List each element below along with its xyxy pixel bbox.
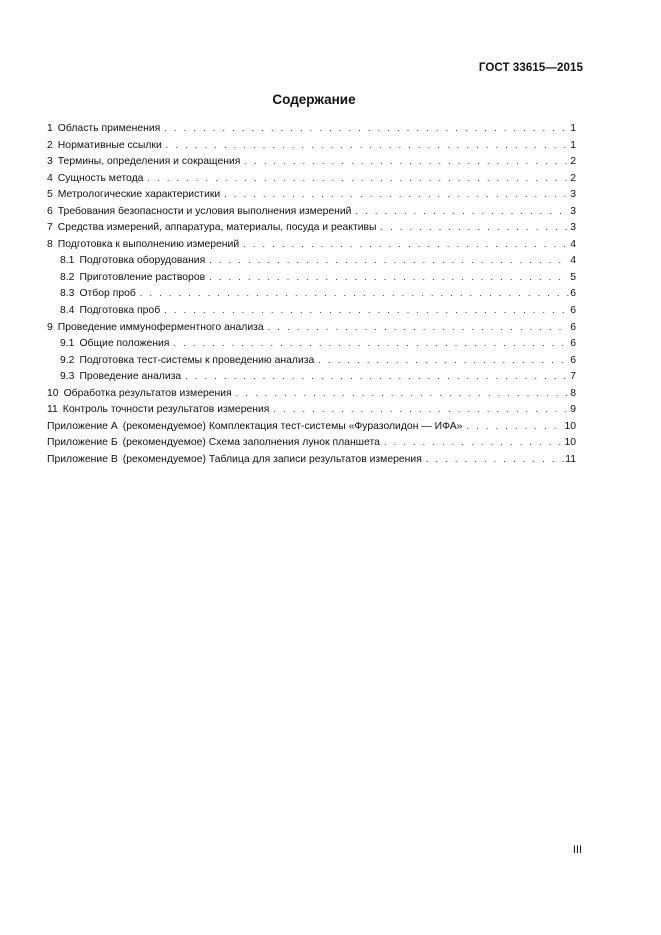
toc-entry[interactable] xyxy=(47,269,576,286)
toc-leader-dots xyxy=(426,451,564,468)
toc-entry-label: Проведение иммуноферментного анализа xyxy=(57,321,264,333)
toc-entry-number: 7 xyxy=(47,222,53,234)
toc-entry-page: 6 xyxy=(570,305,576,317)
toc-entry-label: Подготовка к выполнению измерений xyxy=(57,238,240,250)
toc-leader-dots xyxy=(466,418,563,435)
toc-entry-label: Приготовление растворов xyxy=(79,271,206,283)
toc-entry-label: Нормативные ссылки xyxy=(57,139,162,151)
toc-entry-label: Контроль точности результатов измерения xyxy=(62,404,270,416)
toc-entry-number: 3 xyxy=(47,156,53,168)
toc-entry[interactable] xyxy=(47,418,576,435)
toc-leader-dots xyxy=(173,335,569,352)
toc-entry-number: 4 xyxy=(47,172,53,184)
toc-entry-page: 10 xyxy=(564,437,576,449)
toc-entry-number: 9 xyxy=(47,321,53,333)
toc-entry-page: 6 xyxy=(570,321,576,333)
toc-entry-page: 6 xyxy=(570,288,576,300)
toc-entry[interactable] xyxy=(47,153,576,170)
toc-entry[interactable] xyxy=(47,203,576,220)
toc-entry-label: Общие положения xyxy=(79,338,170,350)
toc-entry-page: 2 xyxy=(570,156,576,168)
toc-entry-number: 2 xyxy=(47,139,53,151)
toc-entry[interactable] xyxy=(47,219,576,236)
toc-entry-page: 6 xyxy=(570,354,576,366)
toc-entry[interactable] xyxy=(47,319,576,336)
toc-leader-dots xyxy=(140,285,569,302)
toc-entry-label: Сущность метода xyxy=(57,172,144,184)
toc-entry-label: Подготовка оборудования xyxy=(79,255,206,267)
toc-entry[interactable] xyxy=(47,120,576,137)
toc-leader-dots xyxy=(185,368,569,385)
toc-entry[interactable] xyxy=(47,236,576,253)
toc-leader-dots xyxy=(147,170,569,187)
toc-title: Содержание xyxy=(272,92,356,107)
toc-entry[interactable] xyxy=(47,401,576,418)
toc-entry-label: Отбор проб xyxy=(79,288,136,300)
toc-leader-dots xyxy=(243,236,569,253)
toc-entry-page: 1 xyxy=(570,139,576,151)
toc-leader-dots xyxy=(209,269,569,286)
toc-entry-page: 3 xyxy=(570,222,576,234)
toc-entry[interactable] xyxy=(47,368,576,385)
toc-entry[interactable] xyxy=(47,302,576,319)
toc-entry[interactable] xyxy=(47,186,576,203)
toc-leader-dots xyxy=(268,319,570,336)
toc-entry[interactable] xyxy=(47,170,576,187)
toc-entry-number: 1 xyxy=(47,123,53,134)
toc-leader-dots xyxy=(164,302,569,319)
toc-leader-dots xyxy=(318,352,569,369)
toc-entry-page: 6 xyxy=(570,338,576,350)
toc-entry-page: 1 xyxy=(570,123,576,134)
toc-entry-label: Обработка результатов измерения xyxy=(63,387,232,399)
toc-entry[interactable] xyxy=(47,137,576,154)
toc-entry-label: (рекомендуемое) Схема заполнения лунок планшета xyxy=(122,437,380,449)
toc-entry-number: 5 xyxy=(47,189,53,201)
toc-entry-number: 8.1 xyxy=(60,255,75,267)
toc-leader-dots xyxy=(381,219,570,236)
toc-entry[interactable] xyxy=(47,451,576,468)
toc-entry-label: Проведение анализа xyxy=(79,371,182,383)
toc-entry-number: Приложение В xyxy=(47,453,118,465)
table-of-contents xyxy=(47,120,576,467)
toc-entry-number: 11 xyxy=(47,404,58,416)
toc-entry-label: Подготовка тест-системы к проведению анализа xyxy=(79,354,315,366)
toc-entry-number: Приложение А xyxy=(47,420,118,432)
toc-leader-dots xyxy=(236,385,570,402)
toc-entry-number: 8.2 xyxy=(60,271,75,283)
toc-entry-label: (рекомендуемое) Таблица для записи результатов измерения xyxy=(122,453,422,465)
toc-entry-number: 10 xyxy=(47,387,59,399)
toc-entry[interactable] xyxy=(47,352,576,369)
toc-entry-number: 8.3 xyxy=(60,288,75,300)
toc-entry-label: Требования безопасности и условия выполнения измерений xyxy=(57,205,352,217)
toc-entry[interactable] xyxy=(47,434,576,451)
toc-leader-dots xyxy=(164,120,569,137)
toc-entry-number: 9.1 xyxy=(60,338,75,350)
toc-entry-page: 2 xyxy=(570,172,576,184)
toc-leader-dots xyxy=(224,186,569,203)
toc-entry-label: (рекомендуемое) Комплектация тест-системы «Фуразолидон — ИФА» xyxy=(122,420,463,432)
toc-entry-label: Метрологические характеристики xyxy=(57,189,221,201)
toc-entry-page: 3 xyxy=(570,205,576,217)
toc-entry[interactable] xyxy=(47,335,576,352)
toc-entry-label: Подготовка проб xyxy=(79,305,161,317)
toc-entry-number: 8 xyxy=(47,238,53,250)
toc-entry-page: 4 xyxy=(570,238,576,250)
toc-entry-page: 7 xyxy=(570,371,576,383)
toc-entry-number: Приложение Б xyxy=(47,437,118,449)
toc-entry[interactable] xyxy=(47,385,576,402)
toc-entry-page: 10 xyxy=(564,420,576,432)
toc-leader-dots xyxy=(273,401,569,418)
toc-entry-number: 9.3 xyxy=(60,371,75,383)
toc-entry[interactable] xyxy=(47,285,576,302)
toc-leader-dots xyxy=(384,434,564,451)
page-number: III xyxy=(572,844,582,856)
toc-entry-label: Средства измерений, аппаратура, материалы, посуда и реактивы xyxy=(57,222,377,234)
toc-entry-page: 11 xyxy=(565,453,576,465)
toc-entry-page: 8 xyxy=(570,387,576,399)
toc-entry-page: 5 xyxy=(570,271,576,283)
toc-entry-page: 9 xyxy=(570,404,576,416)
document-code: ГОСТ 33615—2015 xyxy=(478,62,583,74)
toc-entry[interactable] xyxy=(47,252,576,269)
toc-entry-number: 9.2 xyxy=(60,354,75,366)
toc-entry-number: 8.4 xyxy=(60,305,75,317)
toc-leader-dots xyxy=(166,137,569,154)
toc-entry-label: Область применения xyxy=(57,123,161,134)
toc-leader-dots xyxy=(209,252,569,269)
toc-entry-page: 4 xyxy=(570,255,576,267)
toc-entry-label: Термины, определения и сокращения xyxy=(57,156,241,168)
toc-leader-dots xyxy=(355,203,569,220)
toc-entry-number: 6 xyxy=(47,205,53,217)
toc-entry-page: 3 xyxy=(570,189,576,201)
toc-leader-dots xyxy=(244,153,569,170)
